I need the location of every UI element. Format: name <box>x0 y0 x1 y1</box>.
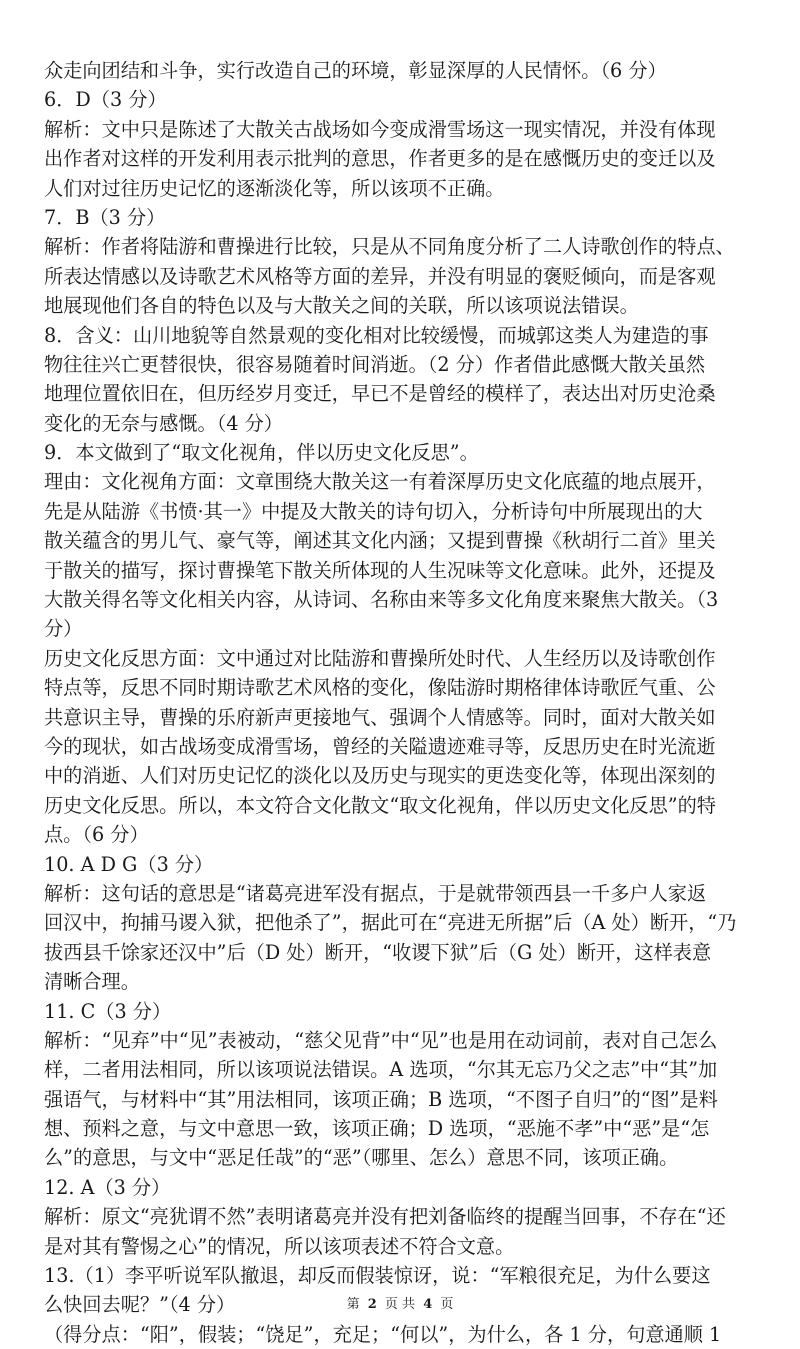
footer-prefix: 第 <box>346 1297 360 1312</box>
text-line: 回汉中，拘捕马谡入狱，把他杀了”，据此可在“亮进无所据”后（A 处）断开，“乃 <box>44 911 737 935</box>
answer-text <box>44 56 766 1349</box>
text-line: 历史文化反思方面：文中通过对比陆游和曹操所处时代、人生经历以及诗歌创作 <box>44 646 716 670</box>
text-line: 今的现状，如古战场变成滑雪场，曾经的关隘遗迹难寻等，反思历史在时光流逝 <box>44 734 716 758</box>
text-line: 想、预料之意，与文中意思一致，该项正确；D 选项，“恶施不孝”中“恶”是“怎 <box>44 1117 710 1141</box>
text-line: 8．含义：山川地貌等自然景观的变化相对比较缓慢，而城郭这类人为建造的事 <box>44 323 709 347</box>
text-line: 解析：作者将陆游和曹操进行比较，只是从不同角度分析了二人诗歌创作的特点、 <box>44 235 735 259</box>
text-line: 地展现他们各自的特色以及与大散关之间的关联，所以该项说法错误。 <box>44 294 639 318</box>
text-line: 7．B（3 分） <box>44 205 166 229</box>
text-line: 众走向团结和斗争，实行改造自己的环境，彰显深厚的人民情怀。（6 分） <box>44 59 667 82</box>
text-line: 特点等，反思不同时期诗歌艺术风格的变化，像陆游时期格律体诗歌匠气重、公 <box>44 676 716 700</box>
text-line: 物往往兴亡更替很快，很容易随着时间消逝。（2 分）作者借此感慨大散关虽然 <box>44 352 706 376</box>
text-line: 于散关的描写，探讨曹操笔下散关所体现的人生况味等文化意味。此外，还提及 <box>44 558 716 582</box>
text-line: 变化的无奈与感慨。（4 分） <box>44 411 283 435</box>
footer-middle: 页 共 <box>384 1297 416 1312</box>
text-line: 11. C（3 分） <box>44 999 172 1023</box>
text-line: 13.（1）李平听说军队撤退，却反而假装惊讶，说：“军粮很充足，为什么要这 <box>44 1264 711 1288</box>
text-line: 出作者对这样的开发利用表示批判的意思，作者更多的是在感慨历史的变迁以及 <box>44 147 716 171</box>
text-line: 9．本文做到了“取文化视角，伴以历史文化反思”。 <box>44 441 479 465</box>
text-line: 么快回去呢？”（4 分） <box>44 1293 236 1317</box>
text-line: 解析：“见弃”中“见”表被动，“慈父见背”中“见”也是用在动词前，表对自己怎么 <box>44 1028 718 1052</box>
text-line: （得分点：“阳”，假装；“饶足”，充足；“何以”，为什么，各 1 分，句意通顺 1 <box>44 1322 722 1346</box>
text-line: 是对其有警惕之心”的情况，所以该项表述不符合文意。 <box>44 1234 515 1258</box>
text-line: 共意识主导，曹操的乐府新声更接地气、强调个人情感等。同时，面对大散关如 <box>44 705 716 729</box>
total-page-number: 4 <box>423 1297 433 1312</box>
text-line: 解析：原文“亮犹谓不然”表明诸葛亮并没有把刘备临终的提醒当回事，不存在“还 <box>44 1205 726 1229</box>
text-line: 点。（6 分） <box>44 823 149 847</box>
text-line: 12. A（3 分） <box>44 1175 171 1199</box>
text-line: 解析：这句话的意思是“诸葛亮进军没有据点，于是就带领西县一千多户人家返 <box>44 881 707 905</box>
text-line: 先是从陆游《书愤·其一》中提及大散关的诗句切入，分析诗句中所展现出的大 <box>44 499 703 523</box>
text-line: 历史文化反思。所以，本文符合文化散文“取文化视角，伴以历史文化反思”的特 <box>44 793 716 817</box>
current-page-number: 2 <box>367 1297 377 1312</box>
text-line: 10. A D G（3 分） <box>44 852 214 876</box>
text-line: 散关蕴含的男儿气、豪气等，阐述其文化内涵；又提到曹操《秋胡行二首》里关 <box>44 529 716 553</box>
text-line: 解析：文中只是陈述了大散关古战场如今变成滑雪场这一现实情况，并没有体现 <box>44 117 716 141</box>
text-line: 所表达情感以及诗歌艺术风格等方面的差异，并没有明显的褒贬倾向，而是客观 <box>44 264 716 288</box>
text-line: 分） <box>44 617 83 641</box>
text-line: 拔西县千馀家还汉中”后（D 处）断开，“收谡下狱”后（G 处）断开，这样表意 <box>44 940 712 964</box>
text-line: 样，二者用法相同，所以该项说法错误。A 选项，“尔其无忘乃父之志”中“其”加 <box>44 1058 718 1082</box>
text-line: 6．D（3 分） <box>44 88 167 112</box>
text-line: 地理位置依旧在，但历经岁月变迁，早已不是曾经的模样了，表达出对历史沧桑 <box>44 382 716 406</box>
text-line: 人们对过往历史记忆的逐渐淡化等，所以该项不正确。 <box>44 176 505 200</box>
text-line: 理由：文化视角方面：文章围绕大散关这一有着深厚历史文化底蕴的地点展开， <box>44 470 716 494</box>
text-line: 清晰合理。 <box>44 970 140 994</box>
page-footer <box>0 1296 800 1314</box>
text-line: 强语气，与材料中“其”用法相同，该项正确；B 选项，“不图子自归”的“图”是料 <box>44 1087 718 1111</box>
text-line: 中的消逝、人们对历史记忆的淡化以及历史与现实的更迭变化等，体现出深刻的 <box>44 764 716 788</box>
text-line: 么”的意思，与文中“恶足任哉”的“恶”（哪里、怎么）意思不同，该项正确。 <box>44 1146 679 1170</box>
text-line: 大散关得名等文化相关内容，从诗词、名称由来等多文化角度来聚焦大散关。（3 <box>44 588 719 612</box>
footer-suffix: 页 <box>440 1297 454 1312</box>
